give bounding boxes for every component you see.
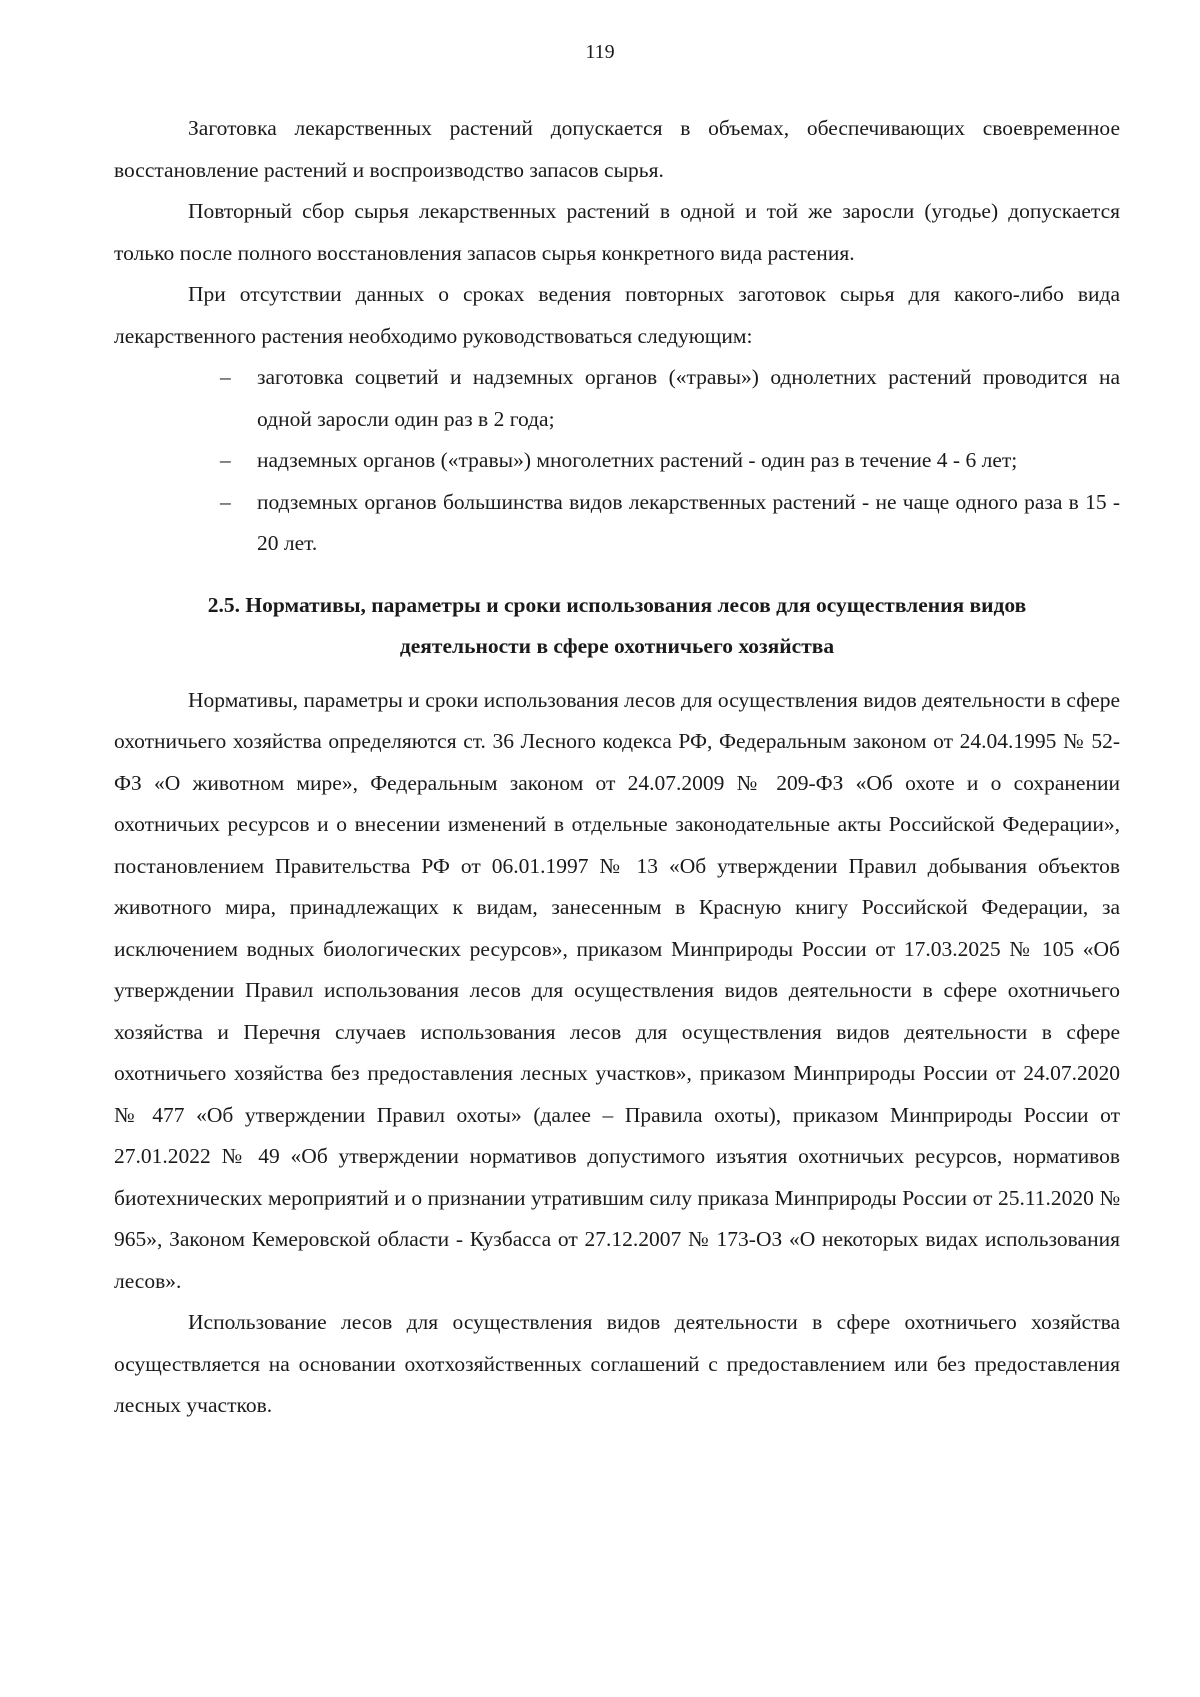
- list-item: [220, 440, 1120, 482]
- section-heading-line-2: деятельности в сфере охотничьего хозяйства: [399, 634, 835, 658]
- paragraph-legal-basis: Нормативы, параметры и сроки использования лесов для осуществления видов деятельности в сфере охотничьего хозяйства определяются ст. 36 Лесного кодекса РФ, Федеральным законом от 24.04.1995 № 52-ФЗ «О животном мире», Федеральным законом от 24.07.2009 № 209-ФЗ «Об охоте и о сохранении охотничьих ресурсов и о внесении изменений в отдельные законодательные акты Российской Федерации», постановлением Правительства РФ от 06.01.1997 № 13 «Об утверждении Правил добывания объектов животного мира, принадлежащих к видам, занесенным в Красную книгу Российской Федерации, за исключением водных биологических ресурсов», приказом Минприроды России от 17.03.2025 № 105 «Об утверждении Правил использования лесов для осуществления видов деятельности в сфере охотничьего хозяйства и Перечня случаев использования лесов для осуществления видов деятельности в сфере охотничьего хозяйства без предоставления лесных участков», приказом Минприроды России от 24.07.2020 № 477 «Об утверждении Правил охоты» (далее – Правила охоты), приказом Минприроды России от 27.01.2022 № 49 «Об утверждении нормативов допустимого изъятия охотничьих ресурсов, нормативов биотехнических мероприятий и о признании утратившим силу приказа Минприроды России от 25.11.2020 № 965», Законом Кемеровской области - Кузбасса от 27.12.2007 № 173-ОЗ «О некоторых видах использования лесов».: [114, 687, 1120, 1293]
- list-item-text: подземных органов большинства видов лекарственных растений - не чаще одного раза в 15 - 20 лет.: [257, 489, 1120, 555]
- list-item-text: заготовка соцветий и надземных органов («травы») однолетних растений проводится на одной заросли один раз в 2 года;: [257, 365, 1120, 431]
- paragraph-hunting-agreements: Использование лесов для осуществления видов деятельности в сфере охотничьего хозяйства осуществляется на основании охотхозяйственных соглашений с предоставлением или без предоставления лесных участков.: [114, 1310, 1120, 1417]
- list-dash-marker: –: [220, 448, 231, 472]
- section-heading: [114, 565, 1120, 680]
- page-number: 119: [585, 41, 615, 63]
- list-dash-marker: –: [220, 365, 231, 389]
- list-item: [220, 482, 1120, 565]
- paragraph-harvest-volume: Заготовка лекарственных растений допускается в объемах, обеспечивающих своевременное восстановление растений и воспроизводство запасов сырья.: [114, 116, 1120, 182]
- list-item-text: надземных органов («травы») многолетних растений - один раз в течение 4 - 6 лет;: [257, 448, 1018, 472]
- list-item: [220, 357, 1120, 440]
- section-heading-line-1: 2.5. Нормативы, параметры и сроки использования лесов для осуществления видов: [207, 592, 1027, 617]
- page-body: [114, 108, 1120, 1427]
- paragraph-no-data-guidance: При отсутствии данных о сроках ведения повторных заготовок сырья для какого-либо вида лекарственного растения необходимо руководствоваться следующим:: [114, 282, 1120, 348]
- harvest-intervals-list: [114, 357, 1120, 565]
- paragraph-repeat-collection: Повторный сбор сырья лекарственных растений в одной и той же заросли (угодье) допускается только после полного восстановления запасов сырья конкретного вида растения.: [114, 199, 1120, 265]
- list-dash-marker: –: [220, 489, 231, 514]
